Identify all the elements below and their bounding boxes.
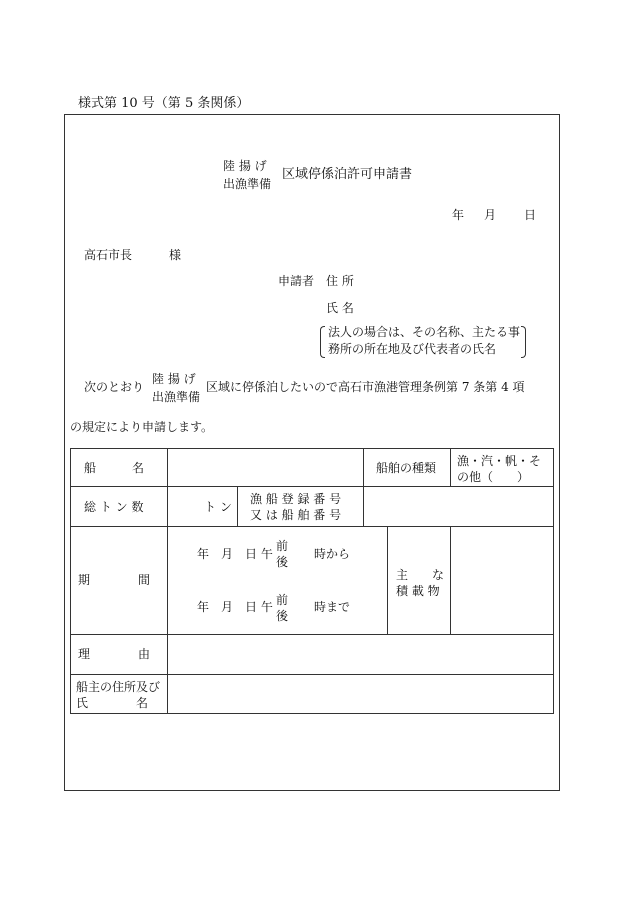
title-option-top: 陸 揚 げ: [223, 159, 267, 173]
ship-type-options: [457, 453, 541, 485]
table-col-divider: [450, 526, 451, 634]
period-to-am: 前: [276, 593, 289, 607]
period-from-am: 前: [276, 539, 289, 553]
table-row-divider: [70, 486, 554, 487]
addressee-honorific: 様: [169, 248, 182, 262]
table-border-left: [70, 448, 71, 714]
period-to-suffix: 時まで: [314, 600, 351, 614]
applicant-address-label: 住 所: [326, 274, 354, 288]
body-prefix: 次のとおり: [84, 380, 145, 394]
corporate-note-line1: 法人の場合は、その名称、主たる事: [328, 325, 521, 339]
table-col-divider: [167, 448, 168, 714]
cargo-label-line1: 主 な: [396, 568, 445, 582]
note-bracket-right: [521, 326, 526, 358]
ship-type-options-line2: の他（ ）: [457, 470, 530, 484]
owner-label-line2: 氏 名: [76, 696, 149, 710]
tonnage-label: 総 ト ン 数: [84, 500, 144, 514]
period-to-ampm: [276, 592, 288, 624]
ship-name-label: 船 名: [84, 461, 145, 475]
period-from-pm: 後: [276, 555, 289, 569]
table-row-divider: [70, 674, 554, 675]
period-from-ampm: [276, 538, 288, 570]
ship-type-options-line1: 漁・汽・帆・そ: [457, 454, 542, 468]
ship-type-label: 船舶の種類: [376, 461, 437, 475]
applicant-label: 申請者: [278, 274, 315, 288]
period-from-date: 年 月 日 午: [197, 547, 273, 561]
date-month: 月: [484, 208, 497, 222]
table-border-right: [553, 448, 554, 714]
cargo-label-line2: 積 載 物: [396, 584, 440, 598]
table-col-divider: [387, 526, 388, 634]
body-option-top: 陸 揚 げ: [152, 372, 196, 386]
table-border-top: [70, 448, 554, 449]
owner-label: [76, 679, 160, 711]
registration-label-line1: 漁 船 登 録 番 号: [250, 492, 342, 506]
period-to-pm: 後: [276, 609, 289, 623]
applicant-name-label: 氏 名: [326, 301, 354, 315]
date-day: 日: [524, 208, 537, 222]
addressee-name: 高石市長: [84, 248, 133, 262]
period-label: 期 間: [78, 573, 151, 587]
table-row-divider: [70, 526, 554, 527]
reason-label: 理 由: [78, 647, 151, 661]
corporate-note: [328, 324, 520, 358]
form-number: 様式第 10 号（第 5 条関係）: [78, 96, 250, 111]
date-year: 年: [452, 208, 465, 222]
table-col-divider: [363, 448, 364, 526]
period-to-date: 年 月 日 午: [197, 600, 273, 614]
body-suffix: 区域に停係泊したいので高石市漁港管理条例第 7 条第 4 項: [206, 380, 525, 394]
note-bracket-left: [320, 326, 325, 358]
registration-label-line2: 又 は 船 舶 番 号: [250, 508, 342, 522]
table-col-divider: [237, 486, 238, 526]
body-option-bottom: 出漁準備: [152, 390, 201, 404]
body-option-group: [152, 370, 200, 406]
owner-label-line1: 船主の住所及び: [76, 680, 161, 694]
table-row-divider: [70, 634, 554, 635]
corporate-note-line2: 務所の所在地及び代表者の氏名: [328, 342, 497, 356]
title-option-bottom: 出漁準備: [223, 177, 272, 191]
form-title: 区域停係泊許可申請書: [282, 167, 413, 182]
title-option-group: [223, 157, 271, 193]
cargo-label: [396, 567, 444, 599]
registration-label: [250, 491, 341, 523]
tonnage-unit: ト ン: [204, 500, 232, 514]
body-line2: の規定により申請します。: [70, 420, 214, 434]
table-col-divider: [450, 448, 451, 486]
table-border-bottom: [70, 713, 554, 714]
period-from-suffix: 時から: [314, 547, 351, 561]
